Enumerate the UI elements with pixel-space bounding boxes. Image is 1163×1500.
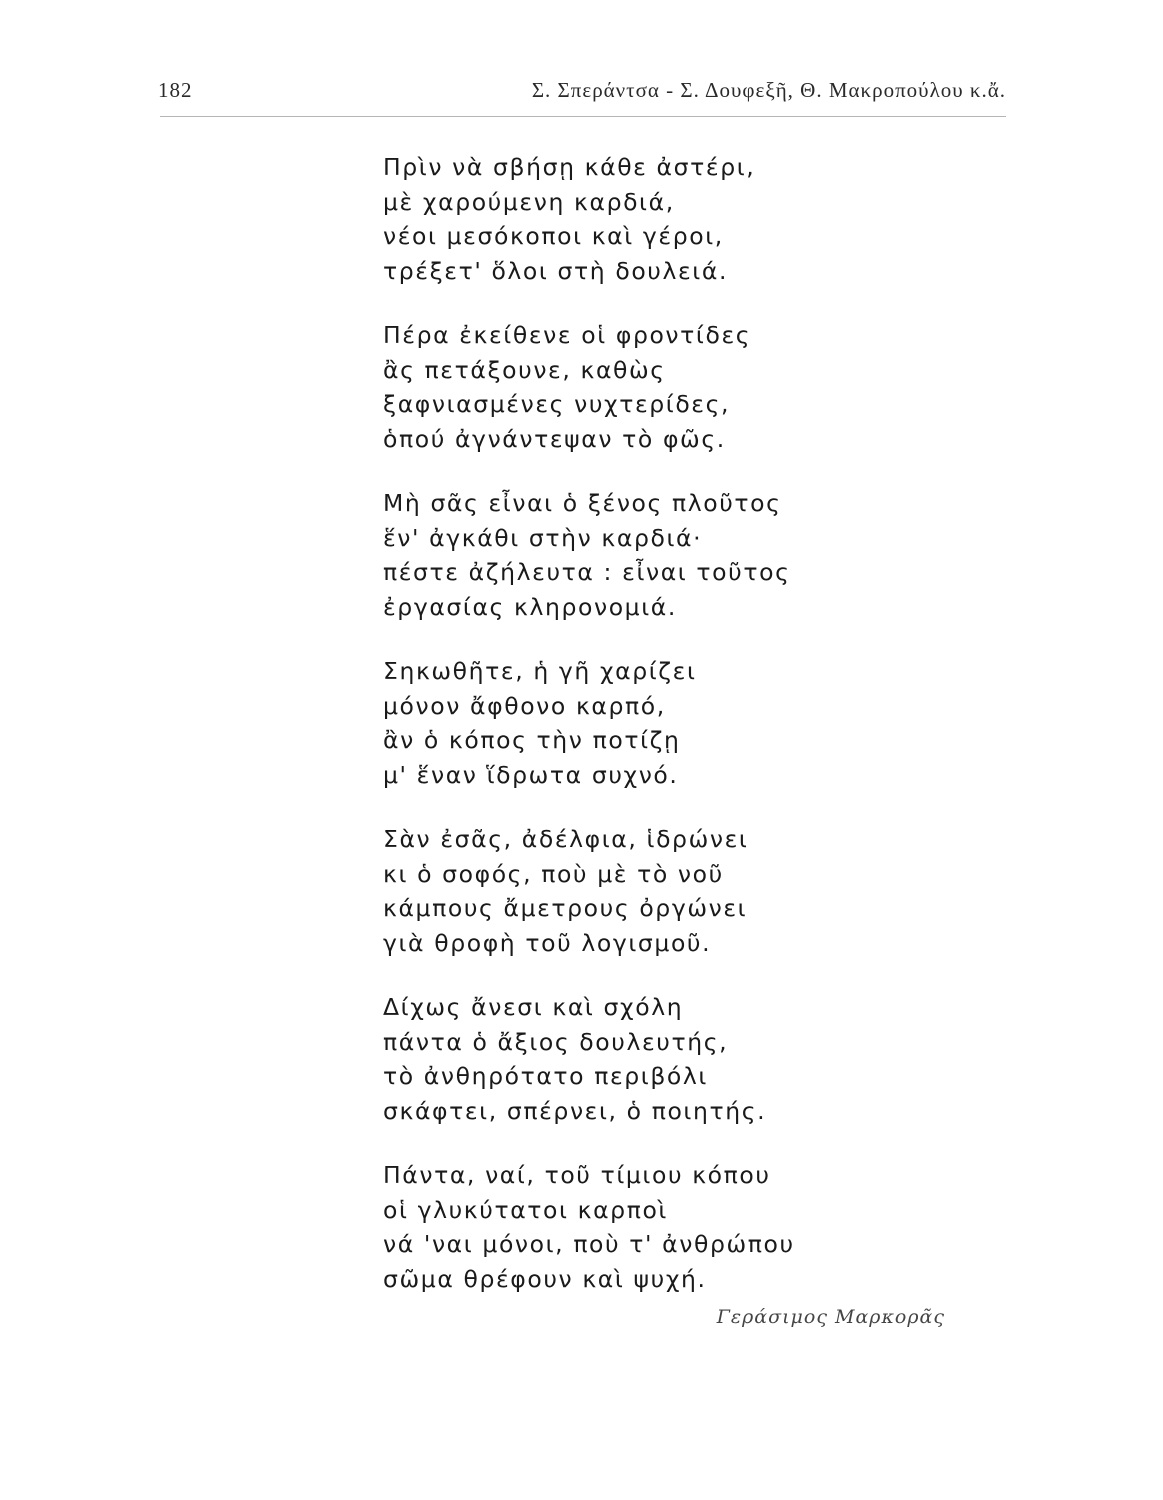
stanza-3 <box>383 486 943 654</box>
poem-line: Σὰν ἐσᾶς, ἀδέλφια, ἱδρώνει <box>383 825 749 853</box>
author-signature: Γεράσιμος Μαρκορᾶς <box>716 1306 945 1328</box>
page-header <box>158 78 1006 112</box>
poem-line: οἱ γλυκύτατοι καρποὶ <box>383 1195 668 1224</box>
poem-line: Πρὶν νὰ σβήσῃ κάθε ἀστέρι, <box>383 153 756 181</box>
poem-line: μὲ χαρούμενη καρδιά, <box>383 187 675 216</box>
poem-line: Σηκωθῆτε, ἡ γῆ χαρίζει <box>383 657 697 685</box>
stanza-6 <box>383 990 943 1158</box>
poem-line: ὁπού ἀγνάντεψαν τὸ φῶς. <box>383 424 726 453</box>
poem-line: Δίχως ἄνεσι καὶ σχόλη <box>383 993 684 1021</box>
poem-line: κι ὁ σοφός, ποὺ μὲ τὸ νοῦ <box>383 859 724 888</box>
poem-line: μ' ἕναν ἵδρωτα συχνό. <box>383 760 679 789</box>
stanza-2 <box>383 318 943 486</box>
page-number: 182 <box>158 78 193 102</box>
poem-line: σκάφτει, σπέρνει, ὁ ποιητής. <box>383 1096 767 1125</box>
stanza-5 <box>383 822 943 990</box>
poem-line: γιὰ θροφὴ τοῦ λογισμοῦ. <box>383 928 712 957</box>
poem-line: πέστε ἀζήλευτα : εἶναι τοῦτος <box>383 558 791 586</box>
poem-line: πάντα ὁ ἄξιος δουλευτής, <box>383 1027 729 1056</box>
poem-line: τὸ ἀνθηρότατο περιβόλι <box>383 1062 708 1090</box>
running-head: Σ. Σπεράντσα - Σ. Δουφεξῆ, Θ. Μακροπούλου κ.ἄ. <box>531 78 1006 102</box>
poem-line: ἐργασίας κληρονομιά. <box>383 592 677 621</box>
poem-line: νέοι μεσόκοποι καὶ γέροι, <box>383 222 724 250</box>
poem-line: ἂς πετάξουνε, καθὼς <box>383 355 666 384</box>
poem-line: Μὴ σᾶς εἶναι ὁ ξένος πλοῦτος <box>383 489 782 517</box>
poem-line: μόνον ἄφθονο καρπό, <box>383 691 666 720</box>
poem-line: ἂν ὁ κόπος τὴν ποτίζῃ <box>383 726 681 754</box>
header-rule <box>160 116 1006 117</box>
poem <box>383 150 943 1326</box>
stanza-7 <box>383 1158 943 1326</box>
stanza-4 <box>383 654 943 822</box>
poem-line: Πάντα, ναί, τοῦ τίμιου κόπου <box>383 1161 771 1189</box>
stanza-1 <box>383 150 943 318</box>
poem-line: ἕν' ἀγκάθι στὴν καρδιά· <box>383 523 703 552</box>
poem-line: ξαφνιασμένες νυχτερίδες, <box>383 390 731 418</box>
poem-line: κάμπους ἄμετρους ὀργώνει <box>383 894 748 922</box>
poem-line: σῶμα θρέφουν καὶ ψυχή. <box>383 1264 707 1293</box>
poem-line: τρέξετ' ὅλοι στὴ δουλειά. <box>383 256 729 285</box>
poem-line: νά 'ναι μόνοι, ποὺ τ' ἀνθρώπου <box>383 1230 795 1258</box>
poem-line: Πέρα ἐκείθενε οἱ φροντίδες <box>383 321 752 349</box>
